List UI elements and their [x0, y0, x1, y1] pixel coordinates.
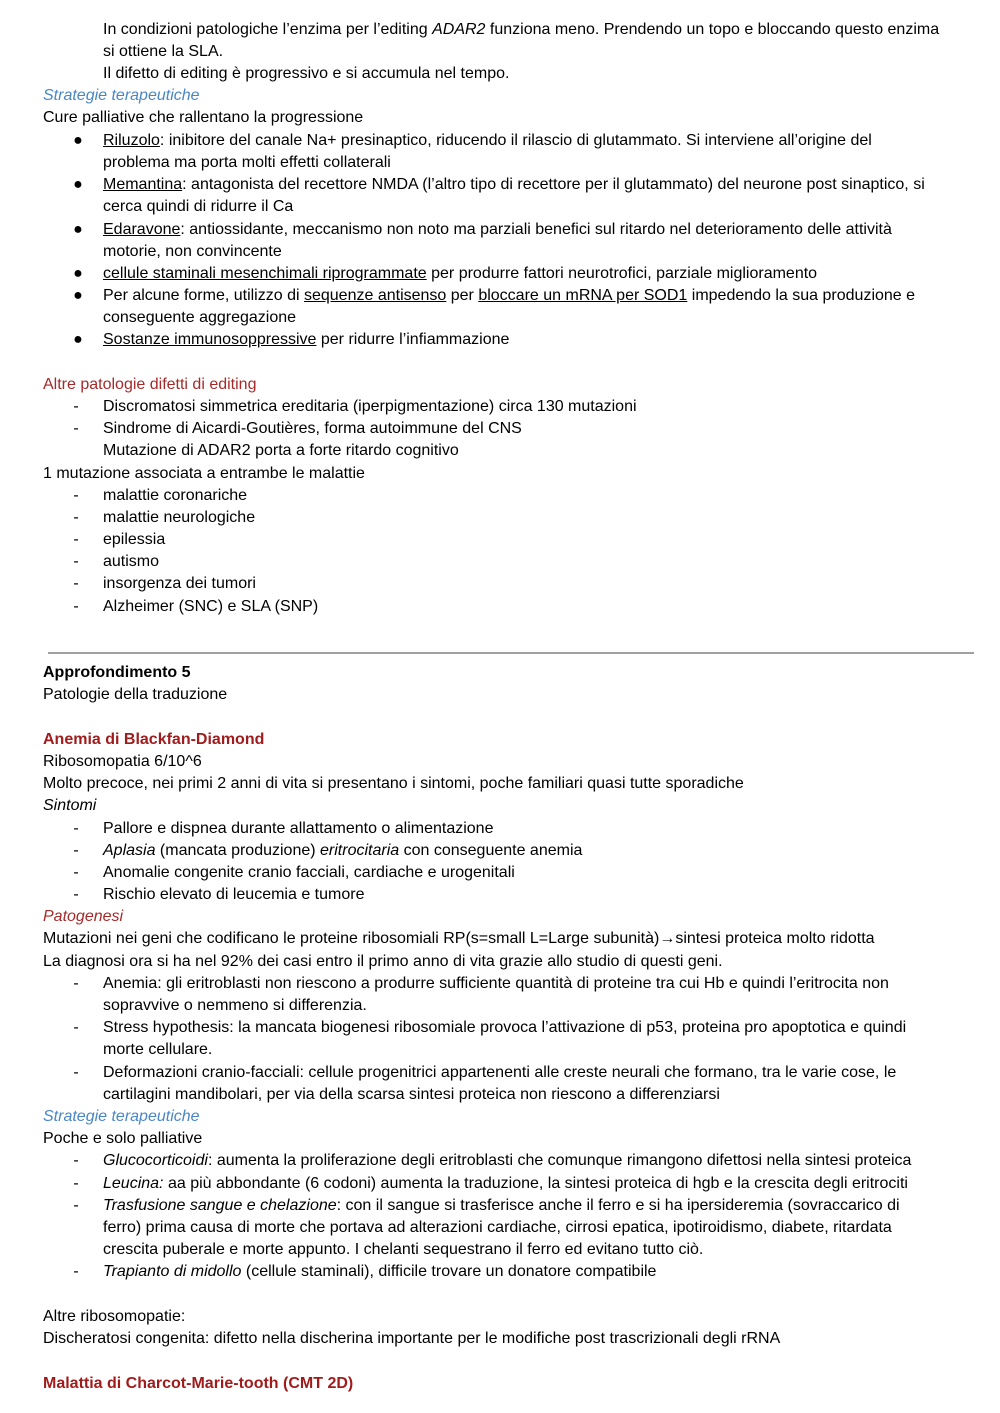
section-heading: Strategie terapeutiche [43, 87, 200, 104]
section-heading: Malattia di Charcot-Marie-tooth (CMT 2D) [43, 1375, 354, 1392]
list-item: cellule staminali mesenchimali riprogrammate per produrre fattori neurotrofici, parziale miglioramento [103, 265, 818, 282]
dash-icon: - [73, 420, 79, 437]
paragraph-line: Mutazioni nei geni che codificano le proteine ribosomiali RP(s=small L=Large subunità)→sintesi proteica molto ridotta [43, 930, 875, 947]
list-item: Anomalie congenite cranio facciali, cardiache e urogenitali [103, 864, 515, 881]
subheading: Sintomi [43, 797, 97, 814]
subheading: Patogenesi [43, 908, 124, 925]
paragraph-line: Ribosomopatia 6/10^6 [43, 753, 202, 770]
list-item: Discromatosi simmetrica ereditaria (iperpigmentazione) circa 130 mutazioni [103, 398, 637, 415]
list-item: Sostanze immunosoppressive per ridurre l’infiammazione [103, 331, 510, 348]
bullet-icon: ● [73, 221, 83, 238]
list-item-continuation: cerca quindi di ridurre il Ca [103, 198, 294, 215]
list-item-continuation: morte cellulare. [103, 1041, 213, 1058]
list-item: Trapianto di midollo (cellule staminali), difficile trovare un donatore compatibile [103, 1263, 657, 1280]
paragraph-line: Il difetto di editing è progressivo e si accumula nel tempo. [103, 65, 510, 82]
section-divider [48, 652, 974, 654]
list-item: Trasfusione sangue e chelazione: con il sangue si trasferisce anche il ferro e si ha ipersideremia (sovraccarico di [103, 1197, 900, 1214]
list-item: Deformazioni cranio-facciali: cellule progenitrici appartenenti alle creste neurali che formano, tra le varie cose, le [103, 1064, 897, 1081]
list-item: Edaravone: antiossidante, meccanismo non noto ma parziali benefici sul ritardo nel deterioramento delle attività [103, 221, 892, 238]
list-item: Alzheimer (SNC) e SLA (SNP) [103, 598, 319, 615]
page-title: Approfondimento 5 [43, 664, 191, 681]
list-item: Aplasia (mancata produzione) eritrocitaria con conseguente anemia [103, 842, 583, 859]
list-item: Leucina: aa più abbondante (6 codoni) aumenta la traduzione, la sintesi proteica di hgb e la crescita degli eritrociti [103, 1175, 908, 1192]
paragraph-line: Molto precoce, nei primi 2 anni di vita si presentano i sintomi, poche familiari quasi tutte sporadiche [43, 775, 744, 792]
dash-icon: - [73, 886, 79, 903]
dash-icon: - [73, 487, 79, 504]
bullet-icon: ● [73, 176, 83, 193]
dash-icon: - [73, 398, 79, 415]
bullet-icon: ● [73, 132, 83, 149]
dash-icon: - [73, 1064, 79, 1081]
dash-icon: - [73, 864, 79, 881]
list-item-continuation: cartilagini mandibolari, per via della scarsa sintesi proteica non riescono a differenziarsi [103, 1086, 720, 1103]
paragraph-line: Discheratosi congenita: difetto nella discherina importante per le modifiche post trascrizionali degli rRNA [43, 1330, 781, 1347]
dash-icon: - [73, 598, 79, 615]
dash-icon: - [73, 842, 79, 859]
paragraph-line: La diagnosi ora si ha nel 92% dei casi entro il primo anno di vita grazie allo studio di questi geni. [43, 953, 723, 970]
list-item-continuation: motorie, non convincente [103, 243, 282, 260]
dash-icon: - [73, 1197, 79, 1214]
dash-icon: - [73, 820, 79, 837]
dash-icon: - [73, 1263, 79, 1280]
list-item-continuation: conseguente aggregazione [103, 309, 297, 326]
dash-icon: - [73, 1152, 79, 1169]
list-item: Anemia: gli eritroblasti non riescono a produrre sufficiente quantità di proteine tra cui Hb e quindi l’eritrocita non [103, 975, 889, 992]
list-item-continuation: Mutazione di ADAR2 porta a forte ritardo cognitivo [103, 442, 459, 459]
dash-icon: - [73, 575, 79, 592]
dash-icon: - [73, 553, 79, 570]
list-item-continuation: crescita puberale e morte appunto. I chelanti sequestrano il ferro ed evitano tutto ciò. [103, 1241, 704, 1258]
dash-icon: - [73, 975, 79, 992]
bullet-icon: ● [73, 331, 83, 348]
dash-icon: - [73, 1019, 79, 1036]
paragraph-line: In condizioni patologiche l’enzima per l’editing ADAR2 funziona meno. Prendendo un topo e bloccando questo enzima [103, 21, 940, 38]
list-item: Glucocorticoidi: aumenta la proliferazione degli eritroblasti che comunque rimangono difettosi nella sintesi proteica [103, 1152, 912, 1169]
list-item: Pallore e dispnea durante allattamento o alimentazione [103, 820, 494, 837]
section-heading: Anemia di Blackfan-Diamond [43, 731, 265, 748]
bullet-icon: ● [73, 265, 83, 282]
list-item-continuation: problema ma porta molti effetti collaterali [103, 154, 391, 171]
list-item: Per alcune forme, utilizzo di sequenze antisenso per bloccare un mRNA per SOD1 impedendo la sua produzione e [103, 287, 916, 304]
page-subtitle: Patologie della traduzione [43, 686, 228, 703]
list-item: epilessia [103, 531, 166, 548]
list-item: Riluzolo: inibitore del canale Na+ presinaptico, riducendo il rilascio di glutammato. Si interviene all’origine del [103, 132, 872, 149]
paragraph-line: Altre ribosomopatie: [43, 1308, 186, 1325]
list-item: Rischio elevato di leucemia e tumore [103, 886, 365, 903]
list-item: Sindrome di Aicardi-Goutières, forma autoimmune del CNS [103, 420, 522, 437]
list-item: Stress hypothesis: la mancata biogenesi ribosomiale provoca l’attivazione di p53, proteina pro apoptotica e quindi [103, 1019, 907, 1036]
list-item: Memantina: antagonista del recettore NMDA (l’altro tipo di recettore per il glutammato) del neurone post sinaptico, si [103, 176, 925, 193]
dash-icon: - [73, 1175, 79, 1192]
subheading: Strategie terapeutiche [43, 1108, 200, 1125]
section-heading: Altre patologie difetti di editing [43, 376, 257, 393]
paragraph-line: si ottiene la SLA. [103, 43, 224, 60]
list-item: malattie neurologiche [103, 509, 256, 526]
list-item: insorgenza dei tumori [103, 575, 256, 592]
list-item-continuation: ferro) prima causa di morte che portava ad alterazioni cardiache, cirrosi epatica, ipotiroidismo, diabete, ritardata [103, 1219, 892, 1236]
paragraph-line: 1 mutazione associata a entrambe le malattie [43, 465, 365, 482]
dash-icon: - [73, 531, 79, 548]
dash-icon: - [73, 509, 79, 526]
paragraph-line: Poche e solo palliative [43, 1130, 203, 1147]
list-item-continuation: sopravvive o nemmeno si differenzia. [103, 997, 367, 1014]
list-item: malattie coronariche [103, 487, 248, 504]
bullet-icon: ● [73, 287, 83, 304]
list-item: autismo [103, 553, 160, 570]
paragraph-line: Cure palliative che rallentano la progressione [43, 109, 364, 126]
